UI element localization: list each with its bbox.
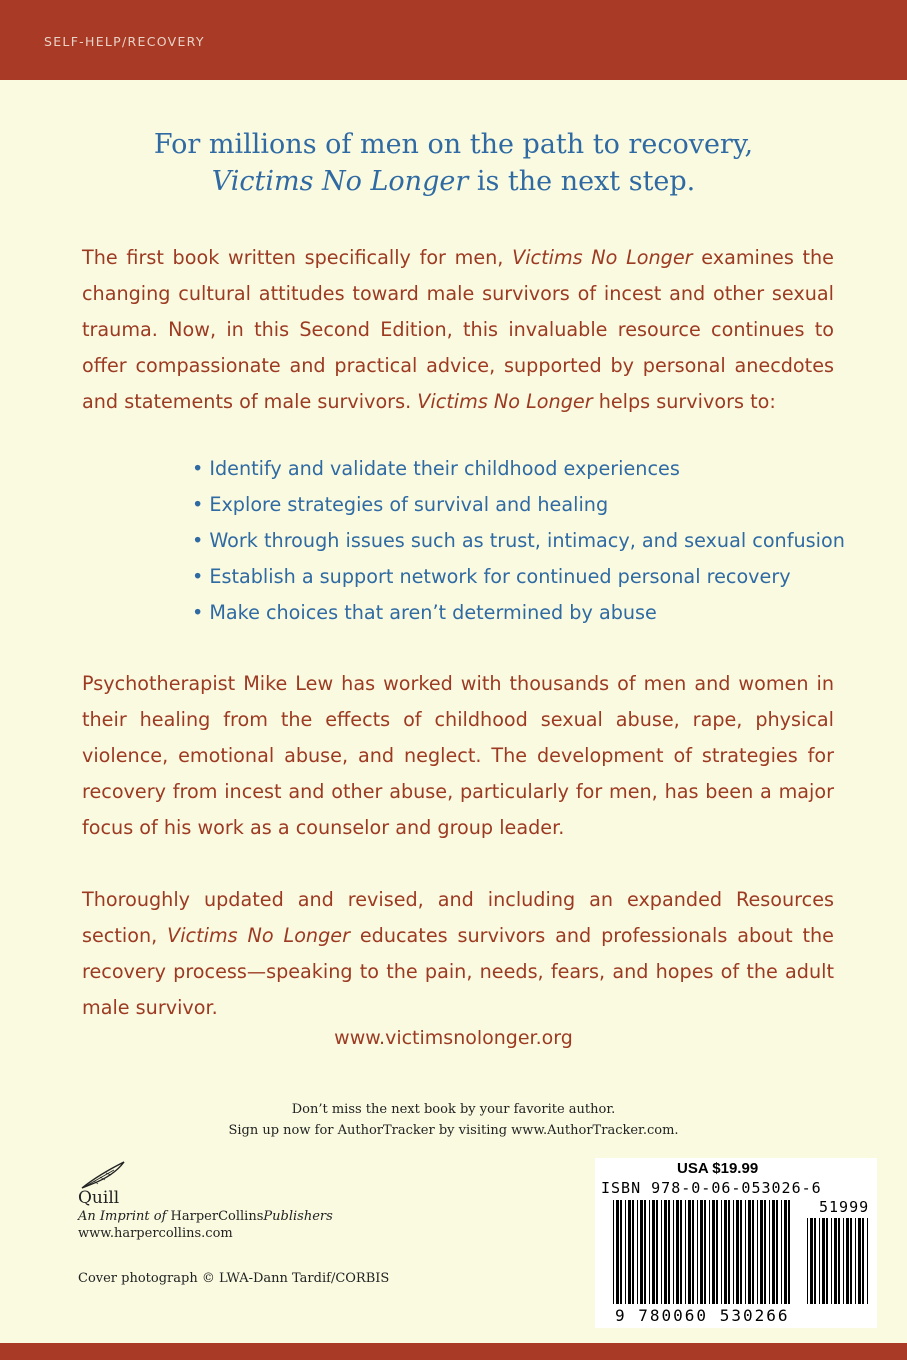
list-item-text: Identify and validate their childhood experiences [209,457,680,480]
barcode-bar [628,1200,631,1304]
publisher-name: HarperCollins [166,1209,264,1224]
closing-book-title: Victims No Longer [167,924,350,947]
barcode-bar [807,1218,808,1304]
barcode-bar [716,1200,718,1304]
barcode-bar [838,1218,840,1304]
barcode-bar [814,1218,816,1304]
barcode-bar [764,1200,766,1304]
barcode-bar [822,1218,825,1304]
barcode-bar [846,1218,849,1304]
bullet-icon: • [192,493,204,516]
barcode-bar [728,1200,730,1304]
list-item-text: Establish a support network for continued personal recovery [209,565,791,588]
barcode-bar [709,1200,710,1304]
barcode-bar [652,1200,655,1304]
author-paragraph: Psychotherapist Mike Lew has worked with thousands of men and women in their healing from the effects of childhood sexual abuse, rape, physical violence, emotional abuse, and neglect. The development of strategies for recovery from incest and other abuse, particularly for men, has been a major focus of his work as a counselor and group leader. [82,672,834,839]
isbn-label: ISBN 978-0-06-053026-6 [601,1179,822,1197]
bullet-icon: • [192,457,204,480]
barcode-bar [664,1200,667,1304]
publisher-url[interactable]: www.harpercollins.com [78,1226,233,1241]
barcode-bar [640,1200,643,1304]
intro-text-1: The first book written specifically for men, [82,246,513,269]
barcode-bar [704,1200,706,1304]
website-link[interactable]: www.victimsnolonger.org [334,1027,573,1049]
barcode-bar [673,1200,674,1304]
barcode-bar [855,1218,856,1304]
barcode-bar [862,1218,864,1304]
imprint-line [78,1208,333,1225]
barcode-bar [697,1200,698,1304]
barcode-bar [769,1200,770,1304]
photo-credit: Cover photograph © LWA-Dann Tardif/CORBIS [78,1271,390,1286]
closing-text-2: educates survivors and professionals about the recovery process—speaking to the pain, needs, fears, and hopes of the adult male survivor. [82,924,834,1019]
barcode-bar [676,1200,679,1304]
barcode-bar [613,1200,614,1304]
barcode-bar [625,1200,626,1304]
barcode-bar [858,1218,861,1304]
list-item-text: Explore strategies of survival and healing [209,493,609,516]
barcode-bar [745,1200,746,1304]
barcode-bar [831,1218,832,1304]
barcode-bar [843,1218,844,1304]
bullet-icon: • [192,565,204,588]
list-item [192,559,845,595]
barcode-bar [810,1218,813,1304]
barcode-bar [834,1218,837,1304]
barcode-bar [733,1200,734,1304]
barcode-bar [788,1200,790,1304]
intro-text-3: helps survivors to: [592,390,776,413]
barcode-bar [712,1200,715,1304]
list-item-text: Work through issues such as trust, intimacy, and sexual confusion [209,529,845,552]
barcode-bar [784,1200,787,1304]
barcode-bar [760,1200,763,1304]
barcode-bar [661,1200,662,1304]
barcode-bar [637,1200,638,1304]
headline-book-title: Victims No Longer [211,166,469,197]
barcode-bar [656,1200,658,1304]
intro-book-title-1: Victims No Longer [512,246,693,269]
bullet-list [192,451,845,631]
headline-line-1: For millions of men on the path to recovery, [153,129,754,160]
barcode-bar [616,1200,619,1304]
intro-book-title-2: Victims No Longer [417,390,593,413]
headline-line-2-rest: is the next step. [468,166,696,197]
barcode-bar [819,1218,820,1304]
barcode-bar [867,1218,868,1304]
barcode-bar [644,1200,646,1304]
barcode-bar [740,1200,742,1304]
list-item [192,451,845,487]
publisher-block [78,1188,333,1242]
imprint-name: Quill [78,1188,120,1208]
barcode-bar [772,1200,775,1304]
barcode-bar [721,1200,722,1304]
barcode-bar [692,1200,694,1304]
barcode-bar [757,1200,758,1304]
barcode-bar [850,1218,852,1304]
barcode-icon [595,1158,877,1328]
barcode-bar [685,1200,686,1304]
category-label: SELF-HELP/RECOVERY [44,34,205,49]
top-band [0,0,907,80]
price-code: 51999 [819,1198,870,1216]
barcode-bar [776,1200,778,1304]
barcode-bar [752,1200,754,1304]
intro-paragraph [82,240,834,420]
barcode-bar [826,1218,828,1304]
headline-line-2 [0,163,907,200]
quill-feather-icon [78,1160,128,1190]
publisher-suffix: Publishers [263,1209,333,1224]
barcode-bar [724,1200,727,1304]
author-tracker-notice [0,1099,907,1141]
barcode-box [595,1158,877,1328]
list-item [192,595,845,631]
list-item-text: Make choices that aren’t determined by abuse [209,601,657,624]
list-item [192,523,845,559]
bottom-band [0,1343,907,1360]
bullet-icon: • [192,529,204,552]
author-tracker-line-2: Sign up now for AuthorTracker by visiting www.AuthorTracker.com. [228,1123,679,1138]
list-item [192,487,845,523]
intro-text-2: examines the changing cultural attitudes toward male survivors of incest and other sexual trauma. Now, in this Second Edition, this invaluable resource continues to offer compassionate and practical advice, supported by personal anecdotes and statements of male survivors. [82,246,834,413]
ean-digits: 9 780060 530266 [615,1306,790,1325]
price-label: USA $19.99 [677,1160,759,1177]
barcode-bar [736,1200,739,1304]
barcode-bar [668,1200,670,1304]
closing-text-1: Thoroughly updated and revised, and including an expanded Resources section, [82,888,834,947]
barcode-bar [700,1200,703,1304]
bullet-icon: • [192,601,204,624]
barcode-bar [781,1200,782,1304]
headline [0,126,907,200]
barcode-bar [649,1200,650,1304]
barcode-bar [688,1200,691,1304]
barcode-bar [680,1200,682,1304]
imprint-prefix: An Imprint of [78,1209,167,1224]
barcode-bar [748,1200,751,1304]
barcode-bar [632,1200,634,1304]
barcode-bar [620,1200,622,1304]
closing-paragraph [82,882,834,1026]
author-tracker-line-1: Don’t miss the next book by your favorite author. [291,1102,616,1117]
